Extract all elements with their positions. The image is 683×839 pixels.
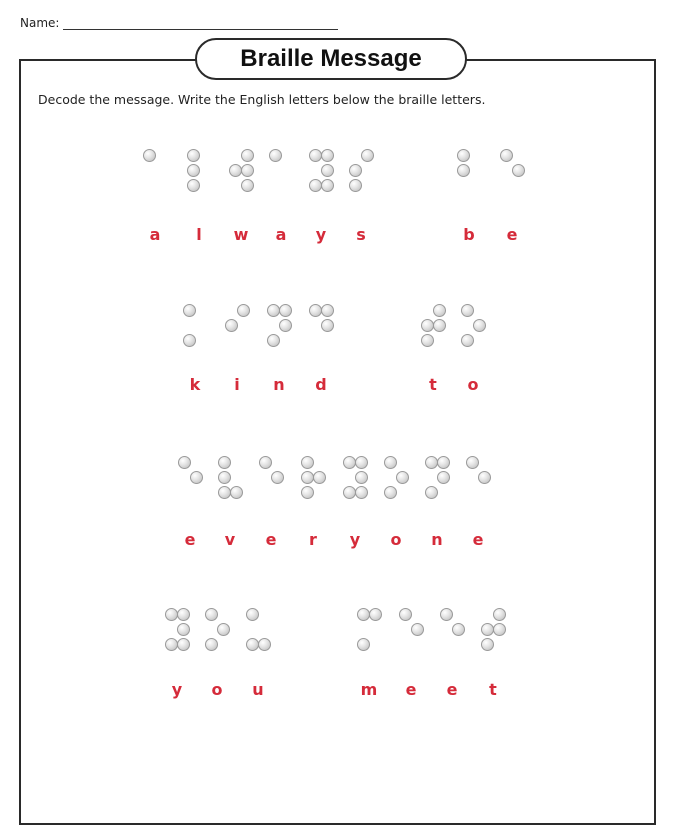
braille-dot xyxy=(267,334,280,347)
answer-letter: s xyxy=(356,225,366,244)
answer-letter: e xyxy=(184,530,196,549)
braille-dot xyxy=(473,319,486,332)
braille-dot xyxy=(301,486,314,499)
braille-dot xyxy=(225,319,238,332)
braille-dot xyxy=(321,149,334,162)
braille-dot xyxy=(143,149,156,162)
braille-dot xyxy=(457,164,470,177)
braille-dot xyxy=(165,608,178,621)
answer-letter: y xyxy=(349,530,361,549)
answer-letter: a xyxy=(149,225,161,244)
braille-dot xyxy=(384,456,397,469)
worksheet-frame xyxy=(19,59,656,825)
braille-dot xyxy=(190,471,203,484)
answer-letter: w xyxy=(233,225,249,244)
answer-letter: i xyxy=(234,375,240,394)
braille-dot xyxy=(493,608,506,621)
answer-letter: e xyxy=(265,530,277,549)
braille-dot xyxy=(452,623,465,636)
braille-dot xyxy=(269,149,282,162)
braille-dot xyxy=(187,149,200,162)
braille-dot xyxy=(343,456,356,469)
braille-dot xyxy=(313,471,326,484)
braille-dot xyxy=(457,149,470,162)
answer-letter: t xyxy=(489,680,497,699)
answer-letter: t xyxy=(429,375,437,394)
braille-dot xyxy=(271,471,284,484)
braille-dot xyxy=(177,608,190,621)
instructions-text: Decode the message. Write the English letters below the braille letters. xyxy=(38,92,486,107)
braille-dot xyxy=(187,179,200,192)
braille-dot xyxy=(411,623,424,636)
braille-dot xyxy=(357,638,370,651)
answer-letter: o xyxy=(467,375,479,394)
braille-dot xyxy=(421,334,434,347)
braille-dot xyxy=(349,179,362,192)
braille-dot xyxy=(357,608,370,621)
braille-dot xyxy=(437,456,450,469)
braille-dot xyxy=(440,608,453,621)
braille-dot xyxy=(177,638,190,651)
braille-dot xyxy=(183,334,196,347)
braille-dot xyxy=(187,164,200,177)
answer-letter: k xyxy=(189,375,201,394)
braille-dot xyxy=(241,149,254,162)
braille-dot xyxy=(478,471,491,484)
braille-dot xyxy=(229,164,242,177)
answer-letter: o xyxy=(211,680,223,699)
name-underline[interactable] xyxy=(63,18,338,30)
braille-dot xyxy=(461,334,474,347)
braille-dot xyxy=(421,319,434,332)
braille-dot xyxy=(321,179,334,192)
braille-dot xyxy=(218,456,231,469)
answer-letter: r xyxy=(309,530,317,549)
braille-dot xyxy=(258,638,271,651)
braille-dot xyxy=(343,486,356,499)
answer-letter: o xyxy=(390,530,402,549)
braille-dot xyxy=(183,304,196,317)
braille-dot xyxy=(433,304,446,317)
braille-dot xyxy=(205,608,218,621)
braille-dot xyxy=(301,471,314,484)
braille-dot xyxy=(433,319,446,332)
braille-dot xyxy=(218,486,231,499)
answer-letter: n xyxy=(431,530,443,549)
answer-letter: u xyxy=(252,680,264,699)
braille-dot xyxy=(309,179,322,192)
answer-letter: v xyxy=(224,530,236,549)
braille-dot xyxy=(241,179,254,192)
braille-dot xyxy=(399,608,412,621)
answer-letter: d xyxy=(315,375,327,394)
braille-dot xyxy=(237,304,250,317)
braille-dot xyxy=(481,638,494,651)
braille-dot xyxy=(246,638,259,651)
answer-letter: m xyxy=(360,680,378,699)
braille-dot xyxy=(165,638,178,651)
braille-dot xyxy=(466,456,479,469)
page-title: Braille Message xyxy=(195,38,467,80)
answer-letter: l xyxy=(196,225,202,244)
braille-dot xyxy=(396,471,409,484)
braille-dot xyxy=(259,456,272,469)
braille-dot xyxy=(355,486,368,499)
name-label: Name: xyxy=(20,16,60,30)
braille-dot xyxy=(493,623,506,636)
answer-letter: e xyxy=(472,530,484,549)
braille-dot xyxy=(321,164,334,177)
braille-dot xyxy=(500,149,513,162)
braille-dot xyxy=(267,304,280,317)
answer-letter: y xyxy=(315,225,327,244)
answer-letter: e xyxy=(506,225,518,244)
braille-dot xyxy=(218,471,231,484)
braille-dot xyxy=(301,456,314,469)
braille-dot xyxy=(512,164,525,177)
braille-dot xyxy=(361,149,374,162)
braille-dot xyxy=(177,623,190,636)
answer-letter: e xyxy=(446,680,458,699)
answer-letter: b xyxy=(463,225,475,244)
braille-dot xyxy=(321,319,334,332)
braille-dot xyxy=(241,164,254,177)
braille-dot xyxy=(461,304,474,317)
braille-dot xyxy=(349,164,362,177)
answer-letter: n xyxy=(273,375,285,394)
braille-dot xyxy=(481,623,494,636)
braille-dot xyxy=(425,456,438,469)
name-field[interactable] xyxy=(20,16,338,30)
braille-dot xyxy=(321,304,334,317)
braille-dot xyxy=(230,486,243,499)
braille-dot xyxy=(246,608,259,621)
braille-dot xyxy=(355,456,368,469)
braille-dot xyxy=(279,304,292,317)
braille-dot xyxy=(309,149,322,162)
braille-dot xyxy=(217,623,230,636)
braille-dot xyxy=(309,304,322,317)
braille-dot xyxy=(279,319,292,332)
braille-dot xyxy=(178,456,191,469)
braille-dot xyxy=(355,471,368,484)
braille-dot xyxy=(437,471,450,484)
answer-letter: e xyxy=(405,680,417,699)
braille-dot xyxy=(369,608,382,621)
braille-dot xyxy=(205,638,218,651)
braille-dot xyxy=(425,486,438,499)
answer-letter: a xyxy=(275,225,287,244)
braille-dot xyxy=(384,486,397,499)
answer-letter: y xyxy=(171,680,183,699)
